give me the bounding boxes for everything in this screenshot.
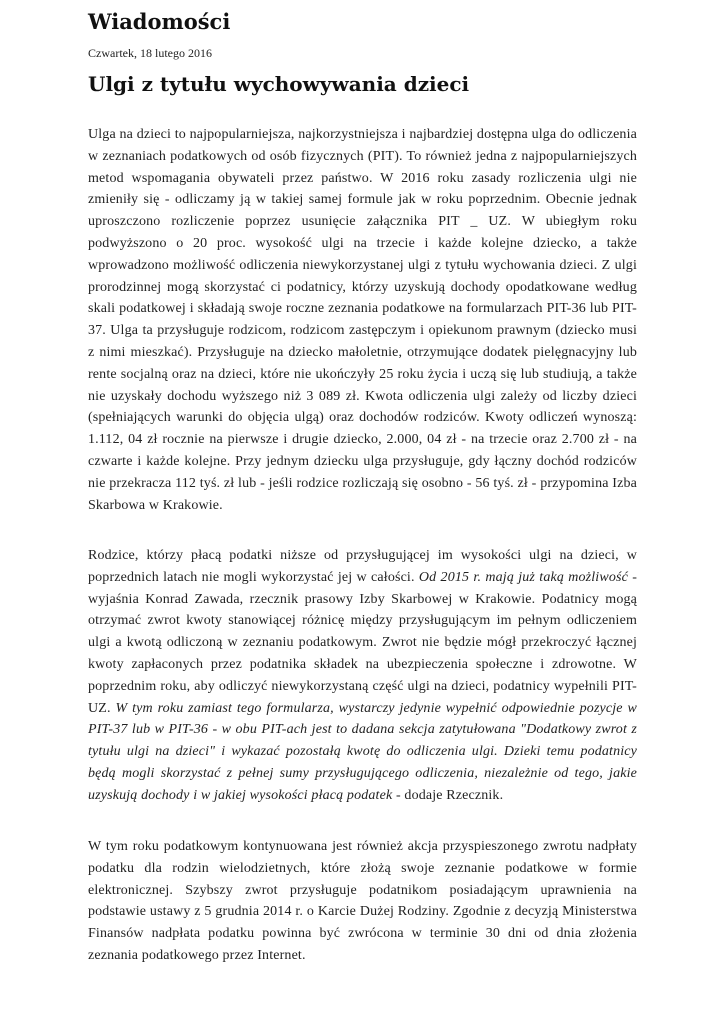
article-paragraph-3: W tym roku podatkowym kontynuowana jest również akcja przyspieszonego zwrotu nadpłaty podatku dla rodzin wielodzietnych, które złożą swoje zeznanie podatkowe w formie elektronicznej. Szybszy zwrot przysługuje podatnikom posiadającym uprawnienia na podstawie ustawy z 5 grudnia 2014 r. o Karcie Dużej Rodziny. Zgodnie z decyzją Ministerstwa Finansów nadpłata podatku powinna być zwrócona w terminie 30 dni od dnia złożenia zeznania podatkowego przez Internet. <box>88 839 637 963</box>
article-title: Ulgi z tytułu wychowywania dzieci <box>88 72 470 96</box>
article-paragraph-1: Ulga na dzieci to najpopularniejsza, najkorzystniejsza i najbardziej dostępna ulga do odliczenia w zeznaniach podatkowych od osób fizycznych (PIT). To również jedna z najpopularniejszych metod wspomagania obywateli przez państwo. W 2016 roku zasady rozliczenia ulgi nie zmieniły się - odliczamy ją w takiej samej formule jak w roku poprzednim. Obecnie jednak uproszczono rozliczenie poprzez usunięcie załącznika PIT _ UZ. W ubiegłym roku podwyższono o 20 proc. wysokość ulgi na trzecie i każde kolejne dziecko, a także wprowadzono możliwość odliczenia niewykorzystanej ulgi z tytułu wychowania dzieci. Z ulgi prorodzinnej mogą skorzystać ci podatnicy, którzy uzyskują dochody opodatkowane według skali podatkowej i składają swoje roczne zeznania podatkowe na formularzach PIT-36 lub PIT-37. Ulga ta przysługuje rodzicom, rodzicom zastępczym i opiekunom prawnym (dziecko musi z nimi mieszkać). Przysługuje na dziecko małoletnie, otrzymujące dodatek pielęgnacyjny lub rente socjalną oraz na dzieci, które nie ukończyły 25 roku życia i uczą się lub studiują, a także nie uzyskały dochodu wyższego niż 3 089 zł. Kwota odliczenia ulgi zależy od liczby dzieci (spełniających warunki do objęcia ulgą) oraz dochodów rodziców. Kwoty odliczeń wynoszą: 1.112, 04 zł rocznie na pierwsze i drugie dziecko, 2.000, 04 zł - na trzecie oraz 2.700 zł - na czwarte i każde kolejne. Przy jednym dziecku ulga przysługuje, gdy łączny dochód rodziców nie przekracza 112 tyś. zł lub - jeśli rodzice rozliczają się osobno - 56 tyś. zł - przypomina Izba Skarbowa w Krakowie. <box>88 127 637 513</box>
publication-date: Czwartek, 18 lutego 2016 <box>88 46 212 60</box>
paragraph-2-text-1: Rodzice, którzy płacą podatki niższe od przysługującej im wysokości ulgi na dzieci, w poprzednich latach nie mogli wykorzystać jej w całości. <box>88 548 637 585</box>
paragraph-2-quote-1: Od 2015 r. mają już taką możliwość <box>418 569 628 585</box>
paragraph-2-text-3: - dodaje Rzecznik. <box>392 787 504 803</box>
article-paragraph-2 <box>88 545 637 807</box>
section-title: Wiadomości <box>88 9 231 34</box>
paragraph-2-quote-2: W tym roku zamiast tego formularza, wystarczy jedynie wypełnić odpowiednie pozycje w PIT-37 lub w PIT-36 - w obu PIT-ach jest to dadana sekcja zatytułowana "Dodatkowy zwrot z tytułu ulgi na dzieci" i wykazać pozostałą kwotę do odliczenia ulgi. Dzieki temu podatnicy będą mogli skorzystać z pełnej sumy przysługującego odliczenia, niezależnie od tego, jakie uzyskują dochody i w jakiej wysokości płacą podatek <box>88 700 637 803</box>
paragraph-2-text-2: - wyjaśnia Konrad Zawada, rzecznik prasowy Izby Skarbowej w Krakowie. Podatnicy mogą otrzymać zwrot kwoty stanowiącej różnicę między przysługującym im pełnym odliczeniem ulgi a kwotą odliczoną w zeznaniu podatkowym. Zwrot nie będzie mógł przekroczyć łącznej kwoty zapłaconych przez podatnika składek na ubezpieczenia społeczne i zdrowotne. W poprzednim roku, aby odliczyć niewykorzystaną część ulgi na dzieci, podatnicy wypełnili PIT-UZ. <box>88 569 638 716</box>
